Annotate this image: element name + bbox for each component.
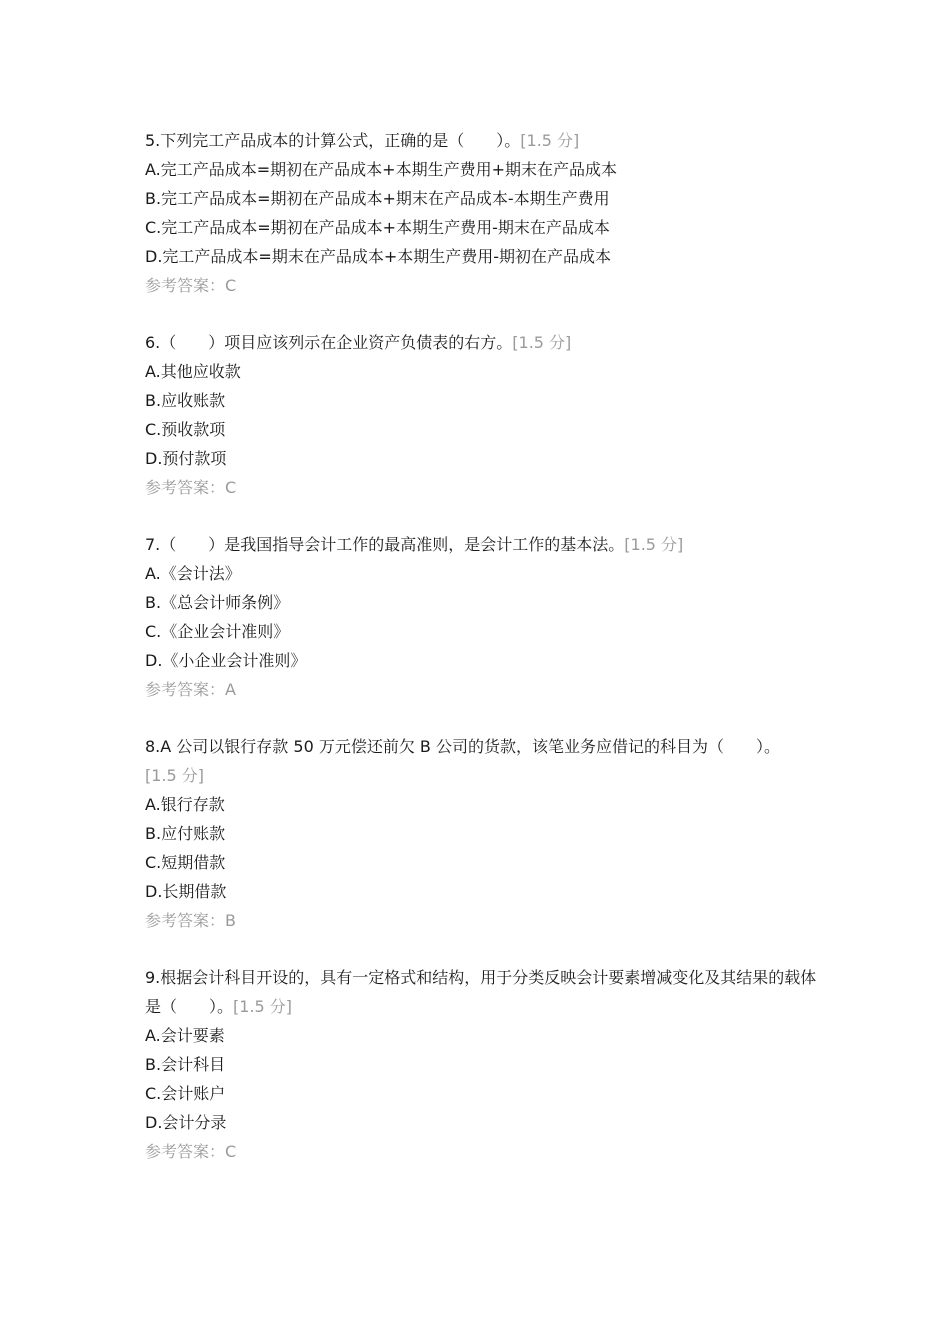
reference-answer: 参考答案：B: [145, 911, 236, 930]
option-b: B.会计科目: [145, 1055, 226, 1074]
option-d: D.《小企业会计准则》: [145, 651, 307, 670]
question-7: [145, 530, 825, 704]
option-b: B.《总会计师条例》: [145, 593, 290, 612]
reference-answer: 参考答案：C: [145, 276, 237, 295]
option-c: C.《企业会计准则》: [145, 622, 290, 641]
question-text: 7.（ ）是我国指导会计工作的最高准则，是会计工作的基本法。: [145, 535, 625, 554]
question-stem: [145, 530, 825, 559]
reference-answer: 参考答案：A: [145, 680, 236, 699]
option-a: A.会计要素: [145, 1026, 225, 1045]
option-c: C.会计账户: [145, 1084, 226, 1103]
question-text: 9.根据会计科目开设的，具有一定格式和结构，用于分类反映会计要素增减变化及其结果的载体是（ ）。: [145, 968, 817, 1016]
question-score: [1.5 分]: [233, 997, 293, 1016]
reference-answer: 参考答案：C: [145, 1142, 237, 1161]
question-text: 8.A 公司以银行存款 50 万元偿还前欠 B 公司的货款，该笔业务应借记的科目为（ ）。: [145, 737, 780, 756]
question-stem: [145, 963, 825, 1021]
question-score: [1.5 分]: [145, 766, 205, 785]
option-a: A.《会计法》: [145, 564, 241, 583]
option-a: A.银行存款: [145, 795, 225, 814]
question-9: [145, 963, 825, 1166]
option-d: D.会计分录: [145, 1113, 227, 1132]
question-8: [145, 732, 825, 935]
question-text: 5.下列完工产品成本的计算公式，正确的是（ ）。: [145, 131, 521, 150]
option-a: A.完工产品成本=期初在产品成本+本期生产费用+期末在产品成本: [145, 160, 617, 179]
question-stem: [145, 328, 825, 357]
question-score: [1.5 分]: [520, 131, 580, 150]
question-text: 6.（ ）项目应该列示在企业资产负债表的右方。: [145, 333, 513, 352]
option-d: D.长期借款: [145, 882, 227, 901]
question-score: [1.5 分]: [624, 535, 684, 554]
option-a: A.其他应收款: [145, 362, 241, 381]
document-page: [145, 126, 825, 1194]
option-b: B.完工产品成本=期初在产品成本+期末在产品成本-本期生产费用: [145, 189, 610, 208]
question-stem: [145, 126, 825, 155]
question-5: [145, 126, 825, 300]
option-c: C.短期借款: [145, 853, 226, 872]
option-c: C.预收款项: [145, 420, 226, 439]
option-d: D.预付款项: [145, 449, 227, 468]
question-score: [1.5 分]: [512, 333, 572, 352]
option-c: C.完工产品成本=期初在产品成本+本期生产费用-期末在产品成本: [145, 218, 610, 237]
reference-answer: 参考答案：C: [145, 478, 237, 497]
question-6: [145, 328, 825, 502]
option-b: B.应收账款: [145, 391, 226, 410]
question-stem: [145, 732, 825, 790]
option-b: B.应付账款: [145, 824, 226, 843]
option-d: D.完工产品成本=期末在产品成本+本期生产费用-期初在产品成本: [145, 247, 611, 266]
